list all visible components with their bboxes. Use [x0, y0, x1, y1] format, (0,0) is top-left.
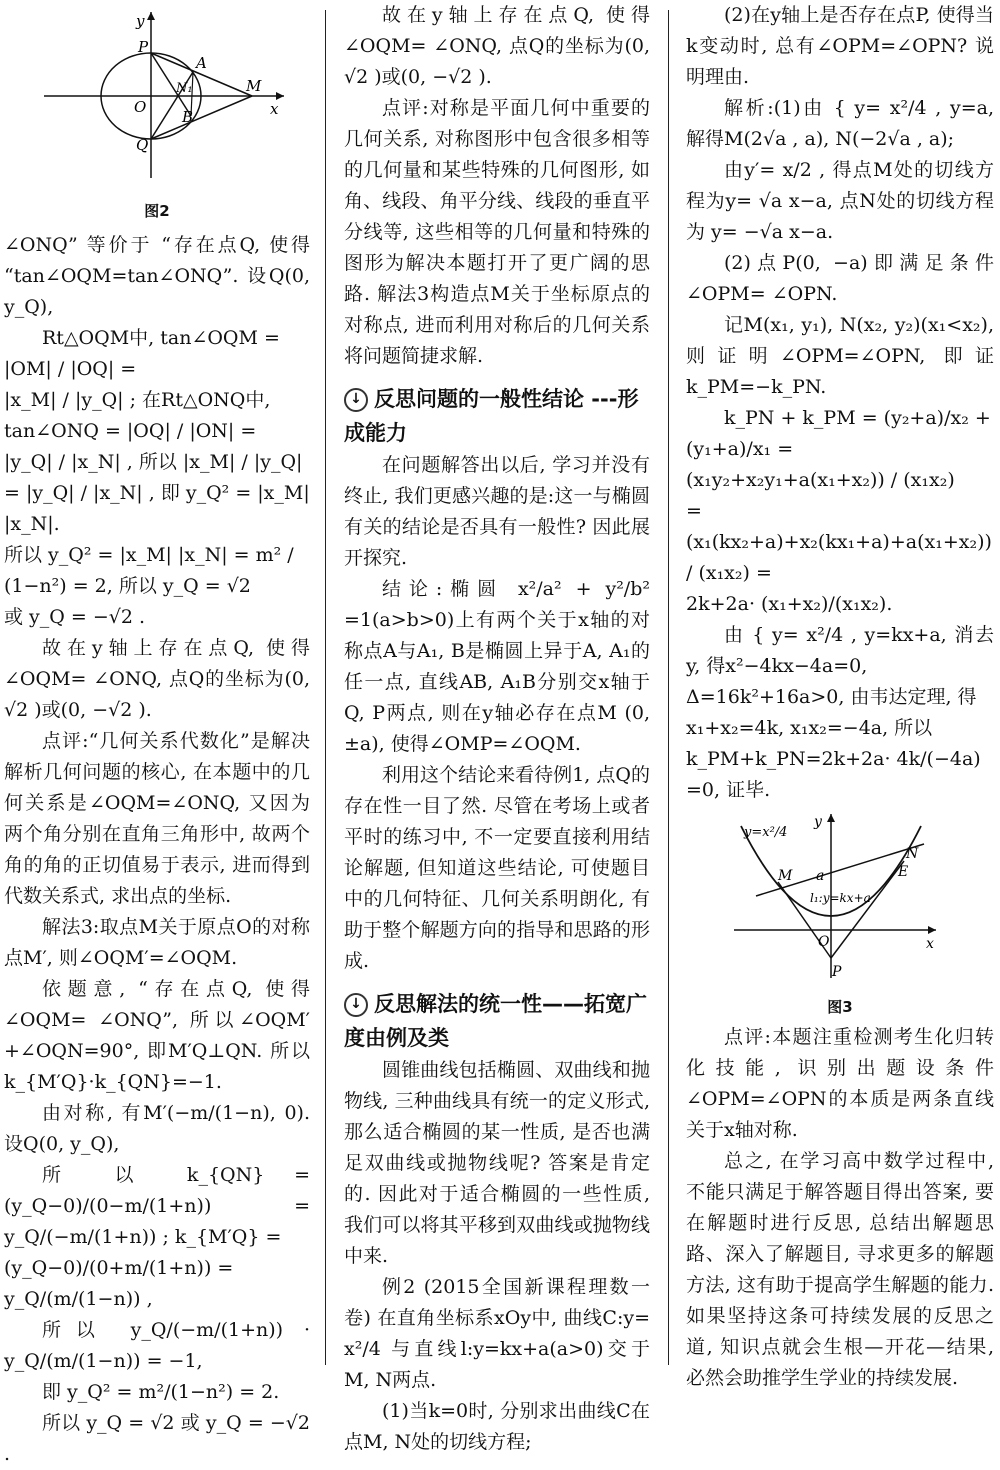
c1-eq-4: 所以 y_Q² = |x_M| |x_N| = m² / (1−n²) = 2, 所以 y_Q = √2: [4, 544, 294, 597]
fig2-label-A: A: [196, 54, 207, 72]
c2-para-1: 故在y轴上存在点Q, 使得∠OQM= ∠ONQ, 点Q的坐标为(0, √2 )或(0, −√2 ).: [344, 4, 650, 88]
fig2-label-M: M: [246, 77, 262, 95]
c3-eq-6: Δ=16k²+16a>0, 由韦达定理, 得x₁+x₂=4k, x₁x₂=−4a, 所以k_PM+k_PN=2k+2a· 4k/(−4a) =0, 证毕.: [686, 686, 981, 801]
fig3-label-a: a: [816, 868, 825, 884]
c1-eq-1: Rt△OQM中, tan∠OQM = |OM| / |OQ| =: [4, 327, 280, 380]
c2-heading-2: [344, 987, 650, 1055]
column-1: [4, 0, 310, 1470]
fig3-label-N: N: [906, 846, 919, 862]
fig2-label-Q: Q: [136, 136, 149, 154]
c3-eq-4: 2k+2a· (x₁+x₂)/(x₁x₂).: [686, 593, 893, 615]
column-rule-right: [668, 10, 669, 1365]
column-3: [686, 0, 994, 1394]
c3-comment-1: 点评:本题注重检测考生化归转化技能, 识别出题设条件∠OPM=∠OPN的本质是两条直线关于x轴对称.: [686, 1026, 994, 1141]
c2-comment-1: 点评:对称是平面几何中重要的几何关系, 对称图形中包含很多相等的几何量和某些特殊的几何图形, 如角、线段、角平分线、线段的垂直平分线等, 这些相等的几何量和特殊的图形为解决本题打开了更广阔的思路. 解法3构造点M关于坐标原点的对称点, 进而利用对称后的几何关系将问题简捷求解.: [344, 97, 650, 367]
c2-para-4: 圆锥曲线包括椭圆、双曲线和抛物线, 三种曲线具有统一的定义形式, 那么适合椭圆的某一性质, 是否也满足双曲线或抛物线呢? 答案是肯定的. 因此对于适合椭圆的一些性质, 我们可以将其平移到双曲线或抛物线中来.: [344, 1059, 650, 1267]
c1-para-3: 依题意, “存在点Q, 使得∠OQM= ∠ONQ”, 所以∠OQM′+∠OQN=90°, 即M′Q⊥QN. 所以k_{M′Q}·k_{QN}=−1.: [4, 978, 310, 1093]
arrow-down-circle-icon: ↓: [344, 388, 368, 412]
c1-eq-3: |y_Q| / |x_N| , 所以 |x_M| / |y_Q| = |y_Q| / |x_N| , 即 y_Q² = |x_M| |x_N|.: [4, 451, 310, 535]
c1-eq-10: 即 y_Q² = m²/(1−n²) = 2.: [42, 1381, 280, 1403]
c1-eq-5: 或 y_Q = −√2 .: [4, 606, 146, 628]
fig3-label-M: M: [778, 868, 793, 884]
fig2-label-P: P: [138, 38, 149, 56]
figure-2-caption: 图2: [144, 202, 170, 220]
fig2-label-x: x: [270, 100, 279, 118]
c1-para-2: 故在y轴上存在点Q, 使得∠OQM= ∠ONQ, 点Q的坐标为(0, √2 )或(0, −√2 ).: [4, 637, 310, 721]
fig3-label-O: O: [818, 934, 830, 950]
c2-question-1: (1)当k=0时, 分别求出曲线C在点M, N处的切线方程;: [344, 1400, 650, 1453]
c3-proof-setup: 记M(x₁, y₁), N(x₂, y₂)(x₁<x₂), 则证明∠OPM=∠OPN, 即证k_PM=−k_PN.: [686, 314, 994, 398]
c1-eq-8: (y_Q−0)/(0+m/(1+n)) = y_Q/(m/(1−n)) ,: [4, 1257, 234, 1310]
figure-3-caption: 图3: [827, 998, 853, 1016]
figure-2: [4, 0, 310, 190]
c2-para-2: 在问题解答出以后, 学习并没有终止, 我们更感兴趣的是:这一与椭圆有关的结论是否具有一般性? 因此展开探究.: [344, 454, 650, 569]
c3-eq-2: (x₁y₂+x₂y₁+a(x₁+x₂)) / (x₁x₂): [686, 469, 955, 491]
figure-3: [686, 806, 994, 986]
c1-eq-9: 所以 y_Q/(−m/(1+n)) · y_Q/(m/(1−n)) = −1,: [4, 1319, 310, 1372]
fig2-label-N1: N₁: [176, 81, 193, 96]
fig3-label-P: P: [832, 964, 842, 980]
c1-eq-2: |x_M| / |y_Q| ; 在Rt△ONQ中, tan∠ONQ = |OQ| / |ON| =: [4, 389, 271, 442]
c1-eq-6: 由对称, 有M′(−m/(1−n), 0). 设Q(0, y_Q),: [4, 1102, 310, 1155]
c3-part-2: (2)点P(0, −a)即满足条件∠OPM= ∠OPN.: [686, 252, 994, 305]
c2-heading-1: [344, 382, 650, 450]
c3-analysis-1: 解析:(1)由 { y= x²/4 , y=a, 解得M(2√a , a), N(−2√a , a);: [686, 97, 994, 150]
c1-solution-3: 解法3:取点M关于原点O的对称点M′, 则∠OQM′=∠OQM.: [4, 916, 310, 969]
fig2-label-O: O: [134, 98, 147, 116]
c3-tangent: 由y′= x/2 , 得点M处的切线方程为y= √a x−a, 点N处的切线方程为 y= −√a x−a.: [686, 159, 994, 243]
c2-example-2: 例2 (2015全国新课程理数一卷) 在直角坐标系xOy中, 曲线C:y= x²/4 与直线l:y=kx+a(a>0)交于M, N两点.: [344, 1276, 650, 1391]
arrow-down-circle-icon: ↓: [344, 993, 368, 1017]
fig3-label-E: E: [898, 864, 909, 880]
c1-eq-7: 所 以 k_{QN} = (y_Q−0)/(0−m/(1+n)) = y_Q/(−m/(1+n)) ; k_{M′Q} =: [4, 1164, 310, 1248]
fig3-label-y: y: [814, 814, 822, 830]
c3-summary: 总之, 在学习高中数学过程中, 不能只满足于解答题目得出答案, 要在解题时进行反思, 总结出解题思路、深入了解题目, 寻求更多的解题方法, 这有助于提高学生解题的能力. 如果坚持这条可持续发展的反思之道, 知识点就会生根—开花—结果, 必然会助推学生学业的持续发展.: [686, 1150, 994, 1389]
column-rule-left: [325, 10, 326, 1365]
c2-heading-1-text: 反思问题的一般性结论 ---形成能力: [344, 387, 639, 445]
c1-eq-11: 所以 y_Q = √2 或 y_Q = −√2 .: [4, 1412, 310, 1465]
fig2-label-y: y: [136, 12, 145, 30]
c2-heading-2-text: 反思解法的统一性——拓宽广度由例及类: [344, 992, 647, 1050]
c3-eq-5: 由 { y= x²/4 , y=kx+a, 消去y, 得x²−4kx−4a=0,: [686, 624, 994, 677]
c3-eq-1: k_PN + k_PM = (y₂+a)/x₂ + (y₁+a)/x₁ =: [686, 407, 991, 460]
c3-eq-3: = (x₁(kx₂+a)+x₂(kx₁+a)+a(x₁+x₂)) / (x₁x₂) =: [686, 500, 992, 584]
c3-question-2: (2)在y轴上是否存在点P, 使得当k变动时, 总有∠OPM=∠OPN? 说明理由.: [686, 4, 994, 88]
c1-para-1: ∠ONQ” 等价于 “存在点Q, 使得 “tan∠OQM=tan∠ONQ”. 设Q(0, y_Q),: [4, 234, 310, 318]
c1-comment-1: 点评:“几何关系代数化”是解决解析几何问题的核心, 在本题中的几何关系是∠OQM=∠ONQ, 又因为两个角分别在直角三角形中, 故两个角的角的正切值易于表示, 进而得到代数关系式, 求出点的坐标.: [4, 730, 310, 907]
fig3-label-curve: y=x²/4: [744, 825, 788, 840]
fig3-label-x: x: [926, 936, 934, 952]
c2-para-3: 利用这个结论来看待例1, 点Q的存在性一目了然. 尽管在考场上或者平时的练习中, 不一定要直接利用结论解题, 但知道这些结论, 可使题目中的几何特征、几何关系明朗化, 有助于整个解题方向的指导和思路的形成.: [344, 764, 650, 972]
fig3-label-line: l₁:y=kx+a: [810, 891, 871, 905]
c2-conclusion: 结论:椭圆 x²/a² + y²/b² =1(a>b>0)上有两个关于x轴的对称点A与A₁, B是椭圆上异于A, A₁的任一点, 直线AB, A₁B分别交x轴于Q, P两点, 则在y轴必存在点M (0, ±a), 使得∠OMP=∠OQM.: [344, 578, 650, 755]
fig2-label-B: B: [182, 108, 194, 126]
column-2: [344, 0, 650, 1458]
